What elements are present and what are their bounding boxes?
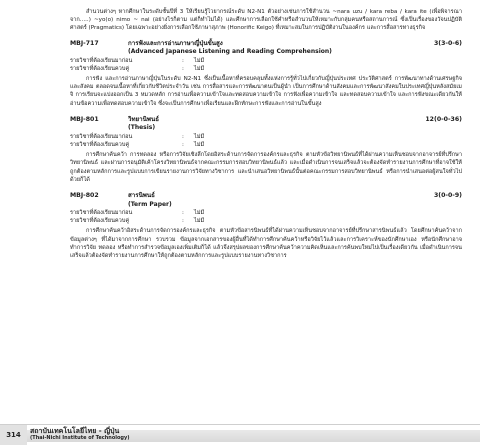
- prerequisite-label: รายวิชาที่ต้องเรียนมาก่อน: [70, 210, 133, 217]
- course-header: [70, 192, 462, 201]
- course-header: [70, 116, 462, 125]
- course-subtitle: (Term Paper): [128, 200, 172, 208]
- prerequisite-row: [70, 209, 462, 217]
- footer-divider: [0, 424, 480, 425]
- course-header: [70, 40, 462, 49]
- course-description: การศึกษาค้นคว้าอิสระด้านการจัดการองค์กรและธุรกิจ ตามหัวข้อสารนิพนธ์ที่ได้ผ่านความเห็นชอบจากอาจารย์ที่ปรึกษาสารนิพนธ์แล้ว โดยศึกษาค้นคว้าจากข้อมูลต่างๆ ที่ได้มาจากการศึกษา รวบรวม ข้อมูลจากเอกสารของผู้อื่นที่ได้ทำการศึกษาค้นคว้าหรือวิจัยไว้แล้วและการวิเคราะห์ของนักศึกษาเอง หรือนักศึกษาอาจทำการวิจัย ทดลอง หรือทำการสำรวจข้อมูลเองเพิ่มเติมก็ได้ แล้วจึงสรุปผลของการศึกษาค้นคว้าความคิดเห็นและการค้นพบใหม่ไปเป็นเรื่องเดียวกัน เมื่อดำเนินการจนเสร็จแล้วต้องจัดทำรายงานการศึกษาให้ถูกต้องตามหลักการและรูปแบบรายงานทางวิชาการ: [70, 228, 462, 260]
- intro-paragraph: สำนวนต่างๆ หากศึกษาในระดับชั้นปีที่ 3 ให้เรียนรู้ไวยากรณ์ระดับ N2-N1 ตัวอย่างเช่นการใช้สำนวน ~nara uzu / kara reba / kara ite (เพื่อพิจารณาจาก.....) ~yo(o) nimo ~ nai (อย่างไรก็ตาม แต่ก็ทำไม่ได้) และศึกษาการเลือกใช้คำหรือสำนวนให้เหมาะกับกลุ่มคนหรือสถานการณ์ ซึ่งเป็นเรื่องของวัจนปฏิบัติศาสตร์ (Pragmatics) โดยเฉพาะอย่างยิ่งการเลือกใช้ภาษาสุภาพ (Honorific Keigo) ที่เหมาะสมในการปฏิบัติงานในองค์กร และการสื่อสารทางธุรกิจ: [70, 9, 462, 32]
- prerequisite-value: ไม่มี: [194, 57, 205, 64]
- colon: :: [182, 65, 184, 72]
- course-credits: 12(0-0-36): [425, 115, 462, 123]
- corequisite-value: ไม่มี: [194, 218, 205, 225]
- corequisite-row: [70, 217, 462, 225]
- corequisite-label: รายวิชาที่ต้องเรียนควบคู่: [70, 142, 130, 149]
- prerequisite-label: รายวิชาที่ต้องเรียนมาก่อน: [70, 133, 133, 140]
- course-subtitle: (Thesis): [128, 124, 156, 132]
- prerequisite-row: [70, 133, 462, 141]
- course-title: สารนิพนธ์: [128, 192, 155, 200]
- course-code: MBJ-801: [70, 115, 99, 123]
- prerequisite-value: ไม่มี: [194, 210, 205, 217]
- course-credits: 3(0-0-9): [433, 192, 462, 200]
- colon: :: [182, 57, 184, 64]
- course-title: การฟังและการอ่านภาษาญี่ปุ่นขั้นสูง: [128, 39, 223, 47]
- corequisite-row: [70, 141, 462, 149]
- colon: :: [182, 210, 184, 217]
- footer-institute: [30, 427, 130, 441]
- colon: :: [182, 133, 184, 140]
- corequisite-value: ไม่มี: [194, 65, 205, 72]
- course-code: MBJ-717: [70, 39, 99, 47]
- corequisite-value: ไม่มี: [194, 142, 205, 149]
- institute-english-name: (Thai-Nichi Institute of Technology): [30, 435, 130, 441]
- course-subtitle: (Advanced Japanese Listening and Reading Comprehension): [128, 48, 332, 56]
- course-credits: 3(3-0-6): [433, 39, 462, 47]
- prerequisite-label: รายวิชาที่ต้องเรียนมาก่อน: [70, 57, 133, 64]
- course-title: วิทยานิพนธ์: [128, 115, 159, 123]
- corequisite-label: รายวิชาที่ต้องเรียนควบคู่: [70, 65, 130, 72]
- page-number: 314: [0, 425, 27, 445]
- course-description: การศึกษาค้นคว้า การทดลอง หรือการวิจัยเชิงลึกโดยอิสระด้านการจัดการองค์กรและธุรกิจ ตามหัวข้อวิทยานิพนธ์ที่ได้ผ่านความเห็นชอบจากอาจารย์ที่ปรึกษาวิทยานิพนธ์ และผ่านการอนุมัติเค้าโครงวิทยานิพนธ์จากคณะกรรมการสอบวิทยานิพนธ์แล้ว และเมื่อดำเนินการจนเสร็จแล้วจะต้องจัดทำรายงานการศึกษาที่อาจใช้ให้ถูกต้องตามหลักการและรูปแบบการเขียนรายงานการวิจัยทางวิชาการ และนำเสนอวิทยานิพนธ์นั้นต่อคณะกรรมการสอบวิทยานิพนธ์ หรือการนำเสนอต่อผู้สนใจทั่วไปด้วยก็ได้: [70, 152, 462, 183]
- course-block: [70, 40, 462, 108]
- corequisite-row: [70, 65, 462, 73]
- course-code: MBJ-802: [70, 192, 99, 200]
- prerequisite-value: ไม่มี: [194, 133, 205, 140]
- prerequisite-row: [70, 57, 462, 65]
- colon: :: [182, 142, 184, 149]
- institute-name: สถาบันเทคโนโลยีไทย - ญี่ปุ่น: [30, 427, 120, 435]
- document-content: [70, 8, 462, 268]
- course-block: [70, 116, 462, 184]
- course-block: [70, 192, 462, 260]
- course-description: การฟัง และการอ่านภาษาญี่ปุ่นในระดับ N2-N1 ซึ่งเป็นเนื้อหาที่ครอบคลุมทั้งแห่งการรู้ทั่วไปเกี่ยวกับญี่ปุ่นประเทศ ประวัติศาสตร์ การพัฒนาทางด้านเศรษฐกิจและสังคม ตลอดจนเนื้อหาที่เกี่ยวกับชีวิตประจำวัน เช่น การสื่อสารและการพัฒนาตนเป็นผู้นำ เป็นการศึกษาด้านสังคมและการพัฒนาสังคมในประเทศญี่ปุ่นหลังสมัยเมจิ การเรียนจะแบ่งออกเป็น 3 หมวดหลัก การอ่านเพื่อความเข้าใจและทดสอบความเข้าใจ การฟังเพื่อความเข้าใจ และทดสอบความเข้าใจ และการฟังขณะเดียวกันให้อ่านข้อความเพื่อทดสอบความเข้าใจ ซึ่งจะเป็นการศึกษาเพื่อเรียนและฝึกทักษะการฟังและการอ่านในขั้นสูง: [70, 76, 462, 107]
- colon: :: [182, 218, 184, 225]
- corequisite-label: รายวิชาที่ต้องเรียนควบคู่: [70, 218, 130, 225]
